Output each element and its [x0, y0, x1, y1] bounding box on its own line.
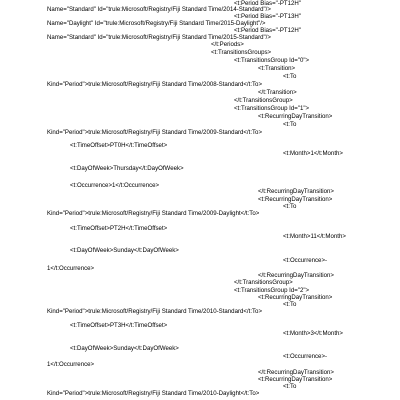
document-line: <t:Period Bias="-PT13H"	[234, 13, 301, 20]
document-line: <t:Month>11</t:Month>	[283, 233, 346, 240]
document-line: <t:TransitionsGroup Id="0">	[234, 57, 310, 64]
document-line: </t:RecurringDayTransition>	[258, 188, 334, 195]
document-line: <t:RecurringDayTransition>	[258, 294, 333, 301]
document-line: </t:RecurringDayTransition>	[258, 272, 334, 279]
document-line: Kind="Period">trule:Microsoft/Registry/Fiji Standard Time/2008-Standard</t:To>	[47, 81, 263, 88]
document-line: </t:RecurringDayTransition>	[258, 369, 334, 376]
document-line: Name="Daylight" Id="trule:Microsoft/Registry/Fiji Standard Time/2015-Daylight"/>	[47, 20, 266, 27]
document-line: <t:DayOfWeek>Sunday</t:DayOfWeek>	[70, 345, 179, 352]
document-line: <t:Occurrence>1</t:Occurrence>	[70, 182, 160, 189]
document-line: <t:TimeOffset>PT3H</t:TimeOffset>	[70, 322, 168, 329]
document-line: <t:Month>1</t:Month>	[283, 150, 343, 157]
document-line: <t:TimeOffset>PT0H</t:TimeOffset>	[70, 142, 168, 149]
document-line: <t:To	[283, 73, 297, 80]
document-line: <t:RecurringDayTransition>	[258, 376, 333, 383]
document-line: 1</t:Occurrence>	[47, 361, 95, 368]
document-line: <t:Transition>	[258, 65, 296, 72]
document-line: <t:To	[283, 383, 297, 390]
document-line: <t:Period Bias="-PT12H"	[234, 27, 301, 34]
document-line: <t:DayOfWeek>Sunday</t:DayOfWeek>	[70, 247, 179, 254]
document-line: <t:RecurringDayTransition>	[258, 113, 333, 120]
document-line: </t:TransitionsGroup>	[234, 279, 293, 286]
document-line: <t:Month>3</t:Month>	[283, 330, 343, 337]
document-line: <t:To	[283, 121, 297, 128]
document-line: <t:To	[283, 301, 297, 308]
document-line: </t:Transition>	[258, 89, 297, 96]
document-line: <t:RecurringDayTransition>	[258, 196, 333, 203]
document-line: <t:Period Bias="-PT12H"	[234, 0, 301, 7]
document-line: Kind="Period">trule:Microsoft/Registry/Fiji Standard Time/2009-Daylight</t:To>	[47, 210, 260, 217]
document-line: Name="Standard" Id="trule:Microsoft/Registry/Fiji Standard Time/2014-Standard"/>	[47, 6, 271, 13]
document-line: Kind="Period">trule:Microsoft/Registry/Fiji Standard Time/2010-Standard</t:To>	[47, 308, 263, 315]
document-line: <t:Occurrence>-	[283, 257, 328, 264]
document-line: <t:TransitionsGroup Id="2">	[234, 287, 310, 294]
document-line: <t:TransitionsGroups>	[211, 49, 272, 56]
document-line: <t:To	[283, 203, 297, 210]
document-line: <t:Occurrence>-	[283, 353, 328, 360]
document-line: </t:Periods>	[211, 41, 244, 48]
document-line: <t:DayOfWeek>Thursday</t:DayOfWeek>	[70, 165, 184, 172]
document-line: 1</t:Occurrence>	[47, 265, 95, 272]
document-line: <t:TimeOffset>PT2H</t:TimeOffset>	[70, 225, 168, 232]
document-line: </t:TransitionsGroup>	[234, 97, 293, 104]
document-line: Name="Standard" Id="trule:Microsoft/Registry/Fiji Standard Time/2015-Standard"/>	[47, 34, 271, 41]
document-line: <t:TransitionsGroup Id="1">	[234, 105, 310, 112]
document-line: Kind="Period">trule:Microsoft/Registry/Fiji Standard Time/2010-Daylight</t:To>	[47, 390, 260, 397]
document-line: Kind="Period">trule:Microsoft/Registry/Fiji Standard Time/2009-Standard</t:To>	[47, 129, 263, 136]
